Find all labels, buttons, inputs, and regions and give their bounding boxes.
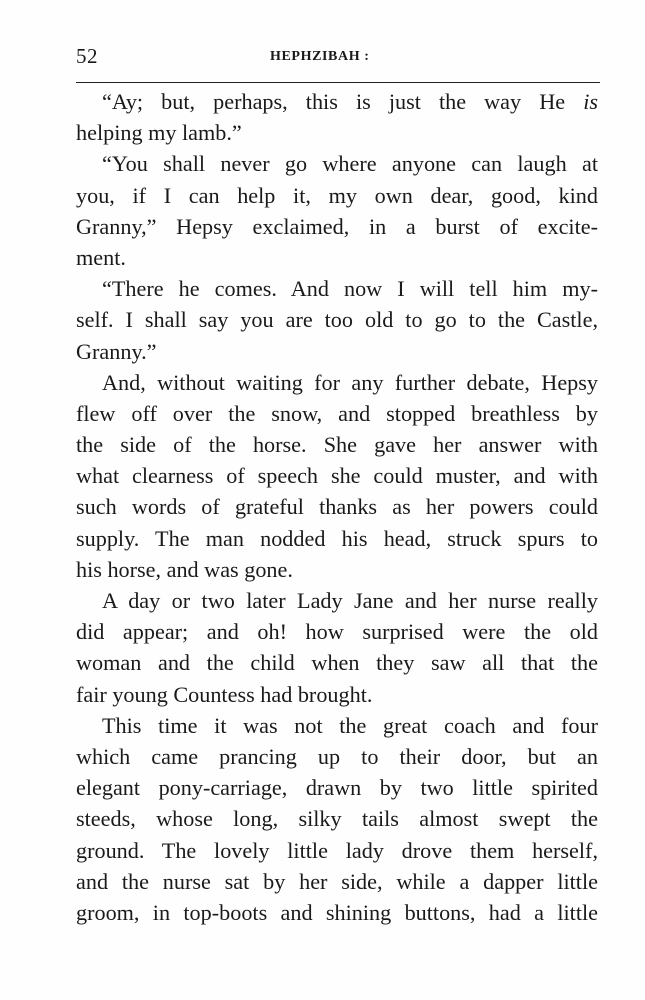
- text-line: what clearness of speech she could muster, and with: [76, 463, 598, 489]
- text-line: And, without waiting for any further debate, Hepsy: [102, 369, 598, 395]
- text-line: elegant pony-carriage, drawn by two little spirited: [76, 775, 598, 801]
- paragraph: [76, 710, 598, 928]
- text-line: “You shall never go where anyone can laugh at: [102, 151, 598, 177]
- text-line: woman and the child when they saw all that the: [76, 650, 598, 676]
- text-line: fair young Countess had brought.: [76, 681, 373, 707]
- text-line: flew off over the snow, and stopped breathless by: [76, 400, 598, 426]
- text-line: you, if I can help it, my own dear, good, kind: [76, 182, 598, 208]
- paragraph: [76, 86, 598, 148]
- page-header: [76, 44, 598, 74]
- text-line: self. I shall say you are too old to go to the Castle,: [76, 307, 598, 333]
- header-rule: [76, 82, 600, 83]
- text-line: and the nurse sat by her side, while a dapper little: [76, 868, 598, 894]
- text-line: ground. The lovely little lady drove them herself,: [76, 837, 598, 863]
- paragraph: [76, 367, 598, 585]
- text-line: supply. The man nodded his head, struck spurs to: [76, 525, 598, 551]
- emphasis: is: [583, 89, 598, 114]
- running-title: HEPHZIBAH :: [270, 49, 370, 64]
- text-line: such words of grateful thanks as her powers could: [76, 494, 598, 520]
- text-line: steeds, whose long, silky tails almost swept the: [76, 806, 598, 832]
- text-line: “There he comes. And now I will tell him my-: [102, 276, 598, 302]
- text-line: his horse, and was gone.: [76, 556, 293, 582]
- paragraph: [76, 273, 598, 367]
- text-line: Granny,” Hepsy exclaimed, in a burst of excite-: [76, 213, 598, 239]
- paragraph: [76, 148, 598, 273]
- text-line: “Ay; but, perhaps, this is just the way He is: [102, 89, 598, 114]
- text-line: ment.: [76, 244, 126, 270]
- page-number: 52: [76, 44, 98, 68]
- text-line: groom, in top-boots and shining buttons, had a little: [76, 899, 598, 925]
- text-line: A day or two later Lady Jane and her nurse really: [102, 588, 598, 613]
- body-text: [76, 86, 598, 928]
- paragraph: [76, 585, 598, 710]
- text-line: which came prancing up to their door, but an: [76, 743, 598, 769]
- text-line: the side of the horse. She gave her answer with: [76, 432, 598, 458]
- text-line: helping my lamb.”: [76, 120, 242, 146]
- text-line: This time it was not the great coach and four: [102, 712, 598, 738]
- text-line: did appear; and oh! how surprised were the old: [76, 619, 598, 645]
- text-line: Granny.”: [76, 338, 157, 364]
